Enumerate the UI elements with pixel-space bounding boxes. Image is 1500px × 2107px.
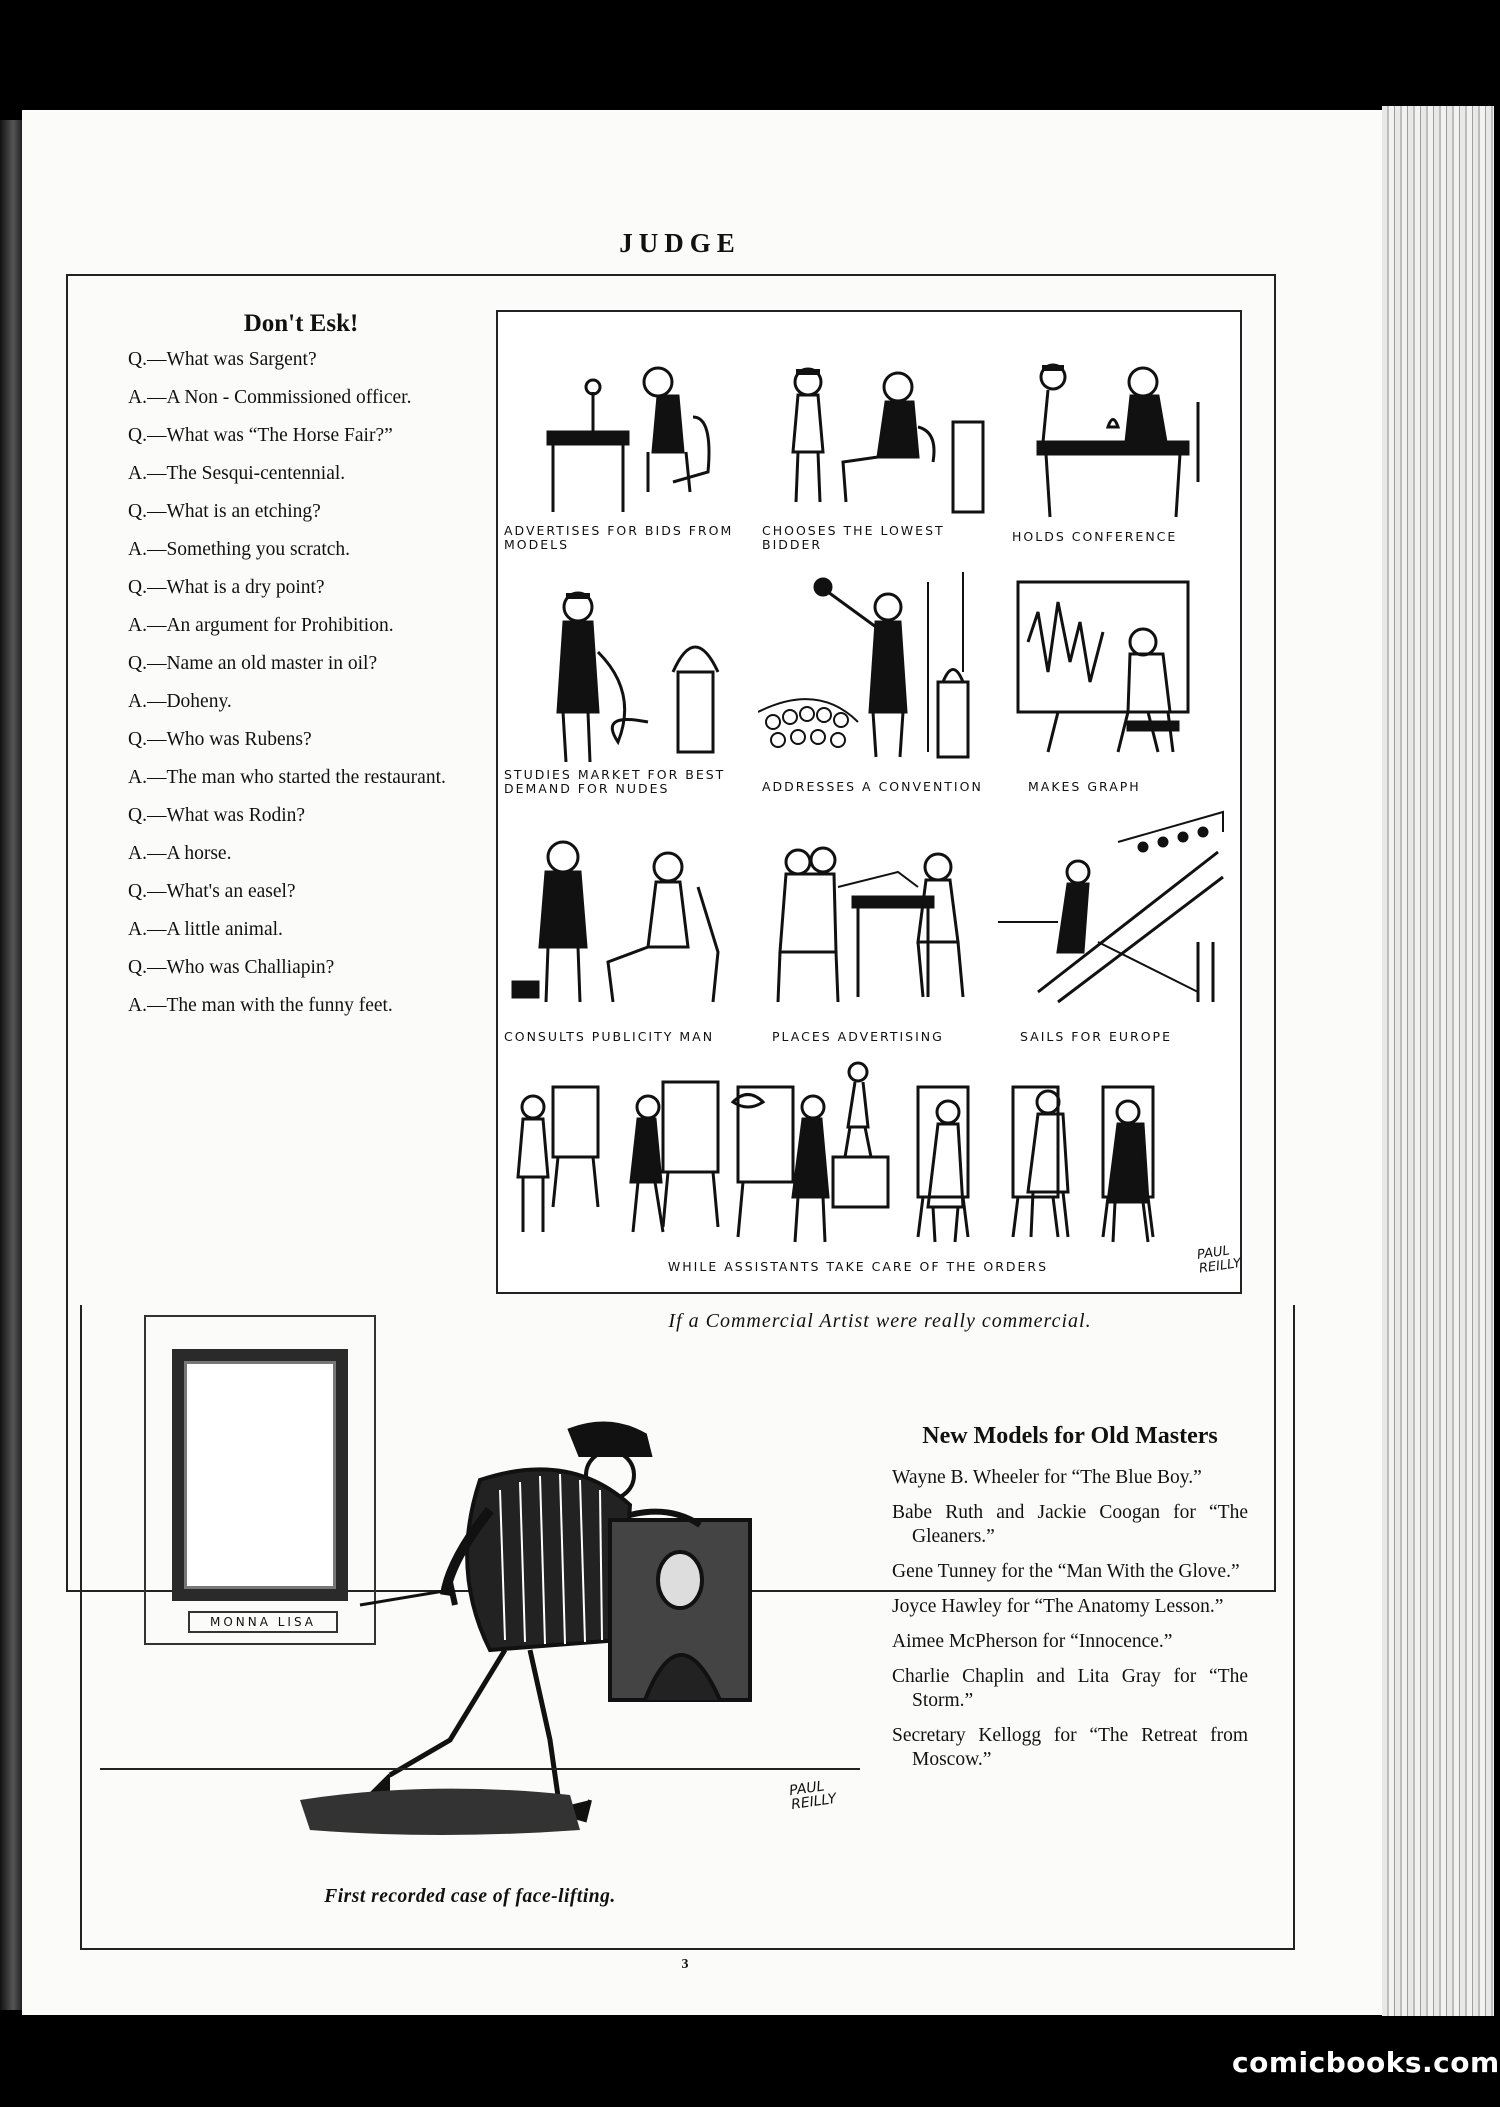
question: Q.—Who was Rubens? <box>128 729 312 750</box>
panel-illustration-bids <box>508 332 748 522</box>
panel-illustration-publicity <box>508 812 748 1012</box>
panel-illustration-graph <box>998 562 1228 762</box>
commercial-artist-cartoon <box>496 310 1242 1294</box>
cartoon-caption: If a Commercial Artist were really commercial. <box>668 1310 1092 1332</box>
answer: A.—The man with the funny feet. <box>128 995 393 1016</box>
panel-illustration-bidder <box>758 332 988 522</box>
panel-caption: CHOOSES THE LOWEST BIDDER <box>762 523 945 552</box>
qa-item <box>110 652 462 714</box>
qa-item <box>110 576 462 638</box>
panel-caption: MAKES GRAPH <box>1028 779 1141 794</box>
thief-illustration <box>250 1410 850 1880</box>
frame-label: MONNA LISA <box>188 1611 338 1633</box>
model-item: Gene Tunney for the “Man With the Glove.” <box>892 1561 1240 1582</box>
answer: A.—An argument for Prohibition. <box>128 615 394 636</box>
panel-illustration-convention <box>758 562 988 762</box>
question: Q.—What was “The Horse Fair?” <box>128 425 393 446</box>
panel-caption: PLACES ADVERTISING <box>772 1029 944 1044</box>
panel-caption: WHILE ASSISTANTS TAKE CARE OF THE ORDERS <box>667 1259 1049 1274</box>
model-item: Secretary Kellogg for “The Retreat from Moscow.” <box>892 1725 1248 1770</box>
model-item: Babe Ruth and Jackie Coogan for “The Gleaners.” <box>892 1502 1248 1547</box>
ground-line <box>100 1768 860 1770</box>
new-models-column <box>892 1420 1248 1783</box>
panel-illustration-ship <box>998 792 1228 1012</box>
answer: A.—Doheny. <box>128 691 232 712</box>
panel-caption: SAILS FOR EUROPE <box>1020 1029 1172 1044</box>
question: Q.—What was Rodin? <box>128 805 306 826</box>
model-item: Charlie Chaplin and Lita Gray for “The Storm.” <box>892 1666 1248 1711</box>
model-item: Joyce Hawley for “The Anatomy Lesson.” <box>892 1596 1224 1617</box>
page-edges <box>1382 106 1494 2016</box>
answer: A.—Something you scratch. <box>128 539 351 560</box>
qa-item <box>110 880 462 942</box>
question: Q.—What was Sargent? <box>128 349 317 370</box>
question: Q.—Name an old master in oil? <box>128 653 378 674</box>
question: Q.—What is an etching? <box>128 501 321 522</box>
qa-item <box>110 728 462 790</box>
qa-item <box>110 424 462 486</box>
masthead: JUDGE <box>619 228 741 258</box>
book-spine <box>0 120 22 2010</box>
model-item: Aimee McPherson for “Innocence.” <box>892 1631 1173 1652</box>
qa-item <box>110 956 462 1018</box>
panel-caption: ADVERTISES FOR BIDS FROM MODELS <box>504 523 734 552</box>
panel-illustration-market <box>508 562 748 762</box>
panel-illustration-conference <box>998 332 1228 522</box>
artist-signature: PAUL REILLY <box>788 1778 838 1814</box>
page-number: 3 <box>681 1957 689 1972</box>
qa-item <box>110 348 462 410</box>
panel-illustration-advertising <box>758 812 988 1012</box>
question: Q.—What is a dry point? <box>128 577 325 598</box>
answer: A.—A Non - Commissioned officer. <box>128 387 412 408</box>
watermark: comicbooks.com <box>1232 2046 1500 2079</box>
answer: A.—The Sesqui-centennial. <box>128 463 346 484</box>
panel-caption: HOLDS CONFERENCE <box>1012 529 1178 544</box>
qa-column <box>110 312 462 1032</box>
answer: A.—The man who started the restaurant. <box>128 767 446 788</box>
model-item: Wayne B. Wheeler for “The Blue Boy.” <box>892 1467 1202 1488</box>
question: Q.—What's an easel? <box>128 881 296 902</box>
answer: A.—A horse. <box>128 843 232 864</box>
qa-item <box>110 500 462 562</box>
panel-caption: STUDIES MARKET FOR BEST DEMAND FOR NUDES <box>504 767 726 796</box>
question: Q.—Who was Challiapin? <box>128 957 335 978</box>
artist-signature: PAUL REILLY <box>1196 1243 1242 1277</box>
qa-item <box>110 804 462 866</box>
models-title: New Models for Old Masters <box>922 1423 1218 1449</box>
panel-caption: CONSULTS PUBLICITY MAN <box>504 1029 715 1044</box>
qa-title: Don't Esk! <box>243 310 359 337</box>
panel-illustration-assistants <box>503 1057 1238 1257</box>
lower-cartoon-caption: First recorded case of face-lifting. <box>324 1886 616 1907</box>
answer: A.—A little animal. <box>128 919 283 940</box>
panel-caption: ADDRESSES A CONVENTION <box>762 779 983 794</box>
